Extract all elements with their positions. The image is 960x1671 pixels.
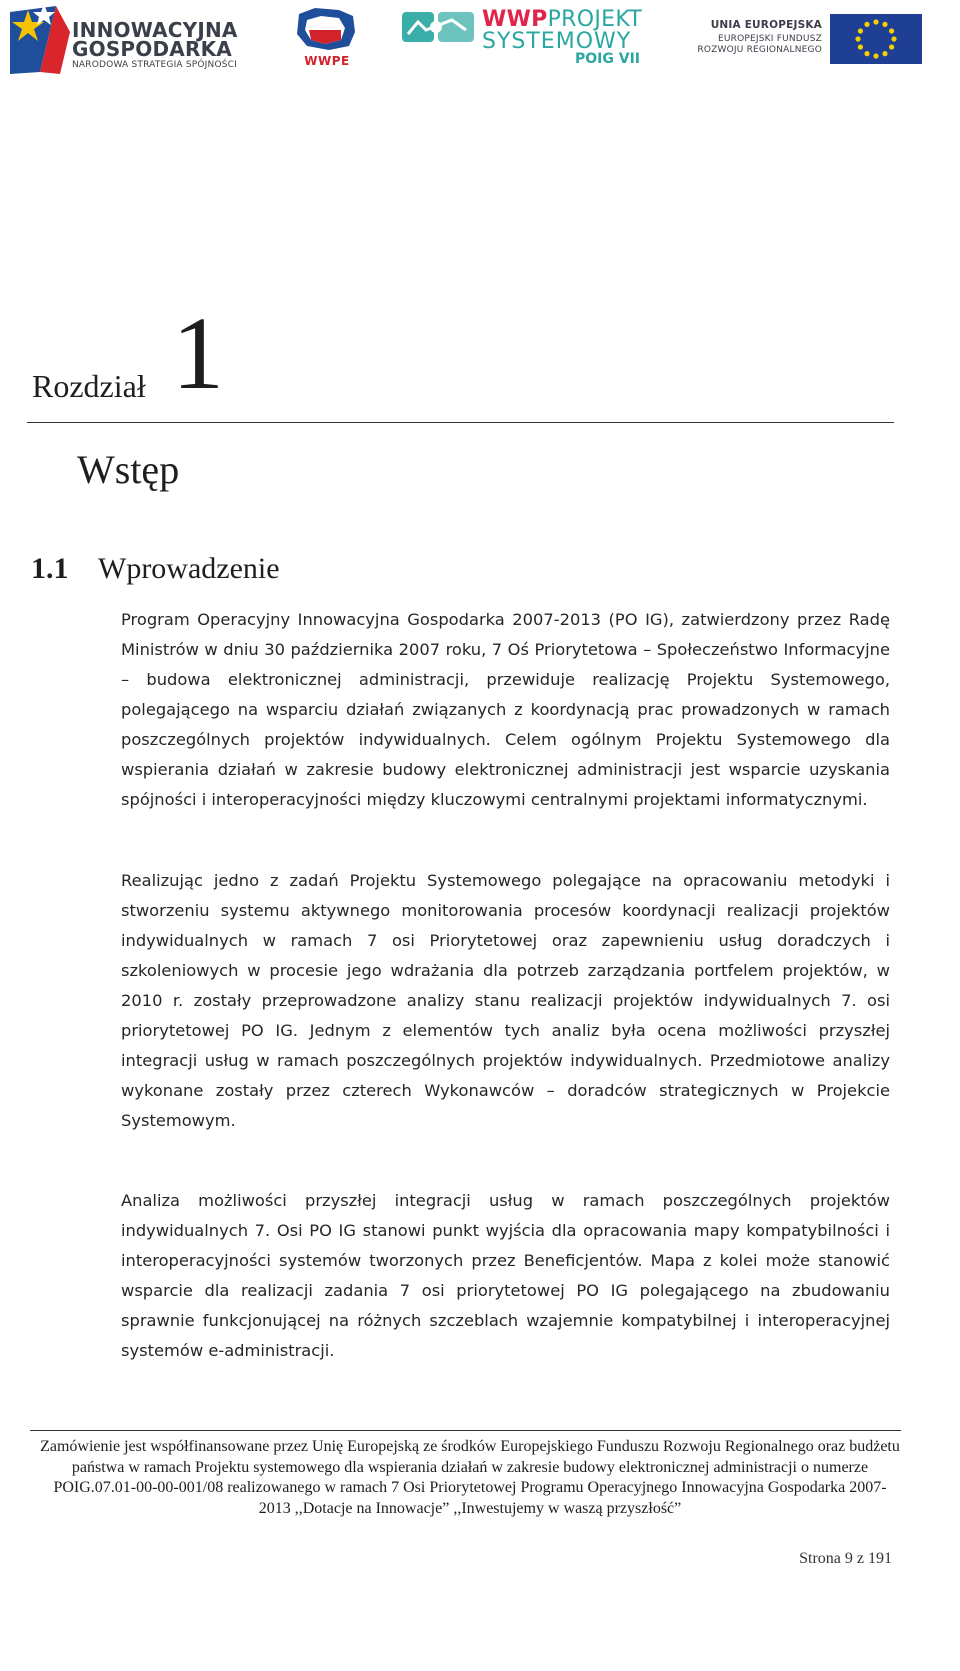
eu-flag-icon <box>830 14 922 64</box>
wwpe-label: WWPE <box>304 54 350 68</box>
footer-funding-note: Zamówienie jest współfinansowane przez Unię Europejską ze środków Europejskiego Funduszu Rozwoju Regionalnego oraz budżetu państwa w ramach Projektu systemowego dla wspierania działań w zakresie budowy elektronicznej administracji o numerze POIG.07.01-00-00-001/08 realizowanego w ramach 7 Osi Priorytetowej Programu Operacyjnego Innowacyjna Gospodarka 2007-2013 ,,Dotacje na Innowacje” ,,Inwestujemy w waszą przyszłość” <box>40 1438 900 1517</box>
puzzle-icon <box>400 8 478 48</box>
chapter-title: Wstęp <box>77 447 180 492</box>
poland-map-icon <box>295 6 359 52</box>
ue-logo-line3: ROZWOJU REGIONALNEGO <box>697 45 822 55</box>
section-number: 1.1 <box>31 552 69 585</box>
body-paragraph: Realizując jedno z zadań Projektu Systemowego polegające na opracowaniu metodyki i stworzeniu systemu aktywnego monitorowania procesów koordynacji realizacji projektów indywidualnych w ramach 7 osi Priorytetowej oraz zapewnieniu usług doradczych i szkoleniowych w procesie jego wdrażania dla potrzeb zarządzania portfelem projektów, w 2010 r. zostały przeprowadzone analizy stanu realizacji projektów indywidualnych 7. osi priorytetowej PO IG. Jednym z elementów tych analiz była ocena możliwości przyszłej integracji usług w ramach poszczególnych projektów indywidualnych. Przedmiotowe analizy wykonane zostały przez czterech Wykonawców – doradców strategicznych w Projekcie Systemowym. <box>121 871 890 1130</box>
footer-divider <box>30 1430 901 1431</box>
body-paragraph: Analiza możliwości przyszłej integracji usług w ramach poszczególnych projektów indywidualnych 7. Osi PO IG stanowi punkt wyjścia dla opracowania mapy kompatybilności i interoperacyjności systemów tworzonych przez Beneficjentów. Mapa z kolei może stanowić wsparcie dla realizacji zadania 7 osi priorytetowej PO IG polegającego na zbudowaniu sprawnie funkcjonującej na różnych szczeblach wzajemnie kompatybilnej i interoperacyjnej systemów e-administracji. <box>121 1191 890 1360</box>
page-number: Strona 9 z 191 <box>799 1550 892 1567</box>
ue-logo-line2: EUROPEJSKI FUNDUSZ <box>717 34 822 44</box>
projekt-logo-line2: SYSTEMOWY <box>482 29 632 54</box>
wwp-projekt-systemowy-logo <box>400 8 650 68</box>
logo-text-line2: GOSPODARKA <box>72 37 232 61</box>
header-logos <box>0 0 960 80</box>
projekt-logo-line3: POIG VII <box>575 51 640 67</box>
ue-logo-line1: UNIA EUROPEJSKA <box>710 19 822 31</box>
wwpe-logo <box>295 6 359 72</box>
logo-text-line3: NARODOWA STRATEGIA SPÓJNOŚCI <box>72 60 237 70</box>
projekt-logo-projekt: PROJEKT <box>547 7 643 32</box>
logo-text-line1: INNOWACYJNA <box>72 18 238 42</box>
chapter-label: Rozdział <box>32 368 146 404</box>
body-paragraph: Program Operacyjny Innowacyjna Gospodarka 2007-2013 (PO IG), zatwierdzony przez Radę Ministrów w dniu 30 października 2007 roku, 7 Oś Priorytetowa – Społeczeństwo Informacyjne – budowa elektronicznej administracji, przewiduje realizację Projektu Systemowego, polegającego na wsparciu działań związanych z koordynacją prac prowadzonych w ramach poszczególnych projektów indywidualnych. Celem ogólnym Projektu Systemowego dla wspierania działań w zakresie budowy elektronicznej administracji jest wsparcie uzyskania spójności i interoperacyjności między kluczowymi centralnymi projektami informatycznymi. <box>121 610 890 809</box>
projekt-logo-wwp: WWP <box>482 7 548 32</box>
chapter-number: 1 <box>172 296 224 411</box>
chapter-divider <box>27 422 894 423</box>
innowacyjna-gospodarka-logo <box>10 2 245 76</box>
ue-logo <box>697 14 922 70</box>
section-title: Wprowadzenie <box>98 552 280 585</box>
star-flag-icon <box>10 2 70 74</box>
